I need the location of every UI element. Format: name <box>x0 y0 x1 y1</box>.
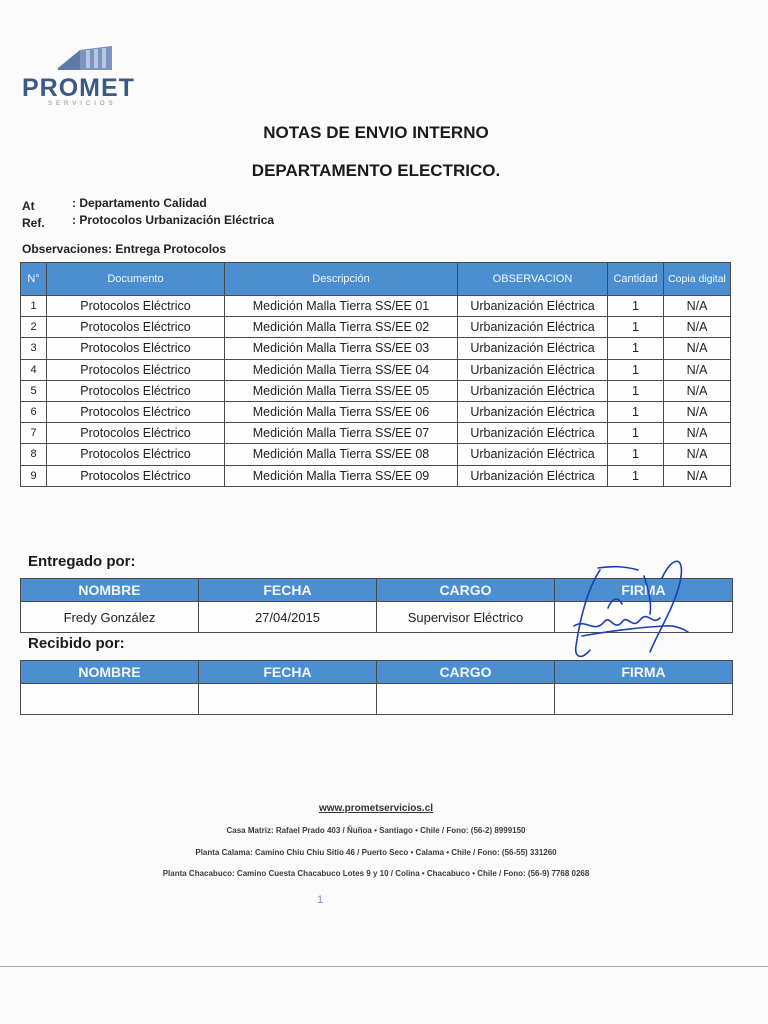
row-number: 1 <box>21 296 47 317</box>
recibido-header-row <box>21 661 733 684</box>
row-number: 9 <box>21 465 47 486</box>
row-copia-digital: N/A <box>664 296 731 317</box>
row-number: 6 <box>21 401 47 422</box>
document-title: NOTAS DE ENVIO INTERNO <box>263 123 489 142</box>
row-descripcion: Medición Malla Tierra SS/EE 06 <box>225 401 458 422</box>
table-row <box>21 465 731 486</box>
row-number: 5 <box>21 380 47 401</box>
entregado-header-firma: FIRMA <box>555 579 733 602</box>
entregado-label: Entregado por: <box>28 553 136 570</box>
row-descripcion: Medición Malla Tierra SS/EE 05 <box>225 380 458 401</box>
row-cantidad: 1 <box>608 317 664 338</box>
recibido-header-nombre: NOMBRE <box>21 661 199 684</box>
entregado-header-fecha: FECHA <box>199 579 377 602</box>
row-documento: Protocolos Eléctrico <box>47 401 225 422</box>
row-observacion: Urbanización Eléctrica <box>458 317 608 338</box>
ref-value: : Protocolos Urbanización Eléctrica <box>72 213 275 227</box>
row-documento: Protocolos Eléctrico <box>47 296 225 317</box>
recibido-header-cargo: CARGO <box>377 661 555 684</box>
row-descripcion: Medición Malla Tierra SS/EE 03 <box>225 338 458 359</box>
recibido-fecha <box>199 684 377 715</box>
header-copia-digital: Copia digital <box>664 263 731 296</box>
table-row <box>21 401 731 422</box>
row-documento: Protocolos Eléctrico <box>47 380 225 401</box>
row-copia-digital: N/A <box>664 380 731 401</box>
row-cantidad: 1 <box>608 401 664 422</box>
entregado-fecha: 27/04/2015 <box>199 602 377 633</box>
entregado-header-cargo: CARGO <box>377 579 555 602</box>
row-copia-digital: N/A <box>664 465 731 486</box>
row-copia-digital: N/A <box>664 444 731 465</box>
ref-label: Ref. <box>22 216 45 230</box>
row-observacion: Urbanización Eléctrica <box>458 296 608 317</box>
entregado-header-nombre: NOMBRE <box>21 579 199 602</box>
row-cantidad: 1 <box>608 465 664 486</box>
row-observacion: Urbanización Eléctrica <box>458 465 608 486</box>
row-observacion: Urbanización Eléctrica <box>458 338 608 359</box>
table-row <box>21 338 731 359</box>
row-documento: Protocolos Eléctrico <box>47 359 225 380</box>
recibido-nombre <box>21 684 199 715</box>
row-cantidad: 1 <box>608 444 664 465</box>
row-documento: Protocolos Eléctrico <box>47 444 225 465</box>
page-number: 1 <box>316 894 324 906</box>
row-descripcion: Medición Malla Tierra SS/EE 08 <box>225 444 458 465</box>
recibido-firma <box>555 684 733 715</box>
row-descripcion: Medición Malla Tierra SS/EE 09 <box>225 465 458 486</box>
row-cantidad: 1 <box>608 380 664 401</box>
recibido-header-firma: FIRMA <box>555 661 733 684</box>
table-row <box>21 380 731 401</box>
header-observacion: OBSERVACION <box>458 263 608 296</box>
row-descripcion: Medición Malla Tierra SS/EE 04 <box>225 359 458 380</box>
header-documento: Documento <box>47 263 225 296</box>
recibido-header-fecha: FECHA <box>199 661 377 684</box>
at-label: At <box>22 199 35 213</box>
header-descripcion: Descripción <box>225 263 458 296</box>
row-descripcion: Medición Malla Tierra SS/EE 01 <box>225 296 458 317</box>
logo-text: PROMET <box>22 74 135 102</box>
row-observacion: Urbanización Eléctrica <box>458 423 608 444</box>
row-cantidad: 1 <box>608 338 664 359</box>
table-header-row <box>21 263 731 296</box>
at-value: : Departamento Calidad <box>72 196 207 210</box>
handwritten-signature <box>560 548 700 673</box>
recibido-table <box>20 660 733 715</box>
row-descripcion: Medición Malla Tierra SS/EE 02 <box>225 317 458 338</box>
table-row <box>21 317 731 338</box>
row-documento: Protocolos Eléctrico <box>47 317 225 338</box>
row-copia-digital: N/A <box>664 338 731 359</box>
row-observacion: Urbanización Eléctrica <box>458 380 608 401</box>
row-cantidad: 1 <box>608 296 664 317</box>
row-observacion: Urbanización Eléctrica <box>458 359 608 380</box>
recibido-cargo <box>377 684 555 715</box>
row-number: 3 <box>21 338 47 359</box>
row-copia-digital: N/A <box>664 317 731 338</box>
row-copia-digital: N/A <box>664 423 731 444</box>
row-cantidad: 1 <box>608 359 664 380</box>
row-number: 4 <box>21 359 47 380</box>
row-number: 7 <box>21 423 47 444</box>
logo-subtext: SERVICIOS <box>48 101 117 107</box>
row-copia-digital: N/A <box>664 359 731 380</box>
website-link[interactable]: www.prometservicios.cl <box>318 803 434 814</box>
row-observacion: Urbanización Eléctrica <box>458 401 608 422</box>
row-number: 8 <box>21 444 47 465</box>
row-documento: Protocolos Eléctrico <box>47 338 225 359</box>
table-row <box>21 359 731 380</box>
documents-table <box>20 262 731 487</box>
row-observacion: Urbanización Eléctrica <box>458 444 608 465</box>
header-cantidad: Cantidad <box>608 263 664 296</box>
recibido-label: Recibido por: <box>28 635 125 652</box>
bottom-divider <box>0 966 768 967</box>
table-row <box>21 444 731 465</box>
entregado-nombre: Fredy González <box>21 602 199 633</box>
row-cantidad: 1 <box>608 423 664 444</box>
row-number: 2 <box>21 317 47 338</box>
row-descripcion: Medición Malla Tierra SS/EE 07 <box>225 423 458 444</box>
table-row <box>21 423 731 444</box>
observaciones: Observaciones: Entrega Protocolos <box>22 242 227 256</box>
footer-address-casa-matriz: Casa Matriz: Rafael Prado 403 / Ñuñoa • Santiago • Chile / Fono: (56-2) 8999150 <box>226 826 526 835</box>
row-documento: Protocolos Eléctrico <box>47 465 225 486</box>
footer-address-calama: Planta Calama: Camino Chiu Chiu Sitio 46 / Puerto Seco • Calama • Chile / Fono: (56-55) 331260 <box>195 848 557 857</box>
department-title: DEPARTAMENTO ELECTRICO. <box>251 161 501 180</box>
header-number: N° <box>21 263 47 296</box>
row-copia-digital: N/A <box>664 401 731 422</box>
recibido-row <box>21 684 733 715</box>
row-documento: Protocolos Eléctrico <box>47 423 225 444</box>
footer-address-chacabuco: Planta Chacabuco: Camino Cuesta Chacabuco Lotes 9 y 10 / Colina • Chacabuco • Chile / Fono: (56-9) 7768 0268 <box>162 869 590 878</box>
entregado-cargo: Supervisor Eléctrico <box>377 602 555 633</box>
table-row <box>21 296 731 317</box>
